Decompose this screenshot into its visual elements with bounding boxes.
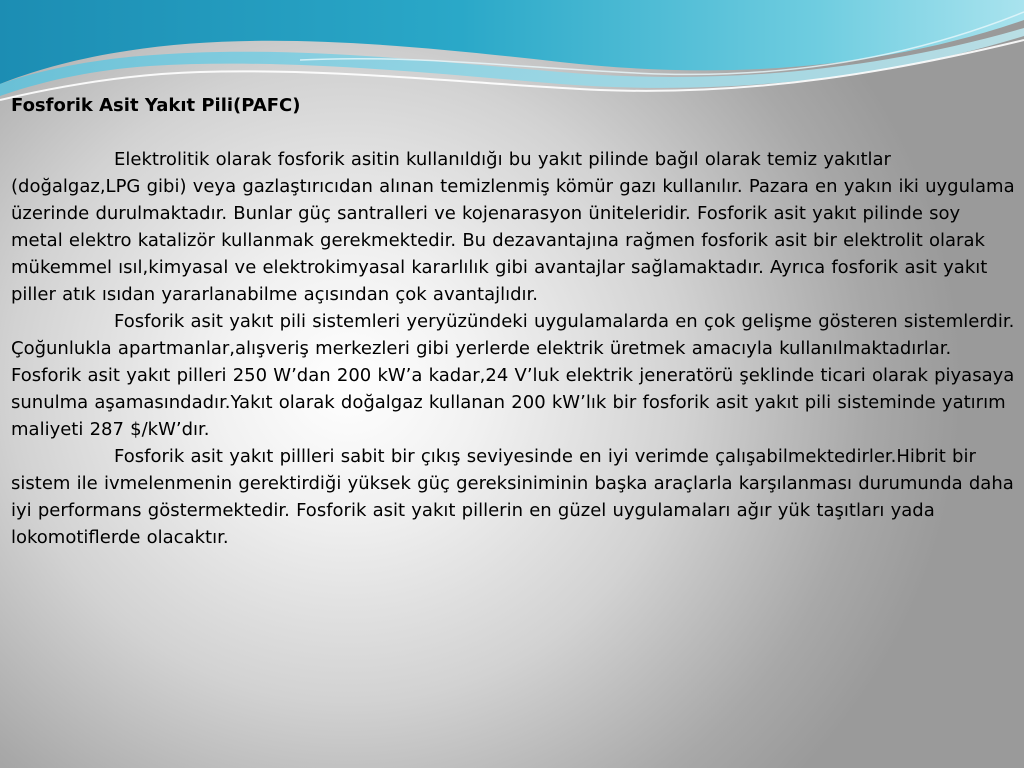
- paragraph-applications: Fosforik asit yakıt pili sistemleri yeryüzündeki uygulamalarda en çok gelişme gösteren sistemlerdir. Çoğunlukla apartmanlar,alışveriş merkezleri gibi yerlerde elektrik üretmek amacıyla kullanılmaktadırlar. Fosforik asit yakıt pilleri 250 W’dan 200 kW’a kadar,24 V’luk elektrik jeneratörü şeklinde ticari olarak piyasaya sunulma aşamasındadır.Yakıt olarak doğalgaz kullanan 200 kW’lık bir fosforik asit yakıt pili sisteminde yatırım maliyeti 287 $/kW’dır.: [11, 311, 1015, 440]
- paragraph-electrolyte: Elektrolitik olarak fosforik asitin kullanıldığı bu yakıt pilinde bağıl olarak temiz yakıtlar (doğalgaz,LPG gibi) veya gazlaştırıcıdan alınan temizlenmiş kömür gazı kullanılır. Pazara en yakın iki uygulama üzerinde durulmaktadır. Bunlar güç santralleri ve kojenarasyon üniteleridir. Fosforik asit yakıt pilinde soy metal elektro katalizör kullanmak gerekmektedir. Bu dezavantajına rağmen fosforik asit bir elektrolit olarak mükemmel ısıl,kimyasal ve elektrokimyasal kararlılık gibi avantajlar sağlamaktadır. Ayrıca fosforik asit yakıt piller atık ısıdan yararlanabilme açısından çok avantajlıdır.: [11, 149, 1015, 305]
- slide-title: Fosforik Asit Yakıt Pili(PAFC): [11, 95, 301, 116]
- paragraph-performance: Fosforik asit yakıt pillleri sabit bir çıkış seviyesinde en iyi verimde çalışabilmektedirler.Hibrit bir sistem ile ivmelenmenin gerektirdiği yüksek güç gereksiniminin başka araçlarla karşılanması durumunda daha iyi performans göstermektedir. Fosforik asit yakıt pillerin en güzel uygulamaları ağır yük taşıtları yada lokomotiflerde olacaktır.: [11, 446, 1014, 548]
- slide-content: [11, 92, 1017, 551]
